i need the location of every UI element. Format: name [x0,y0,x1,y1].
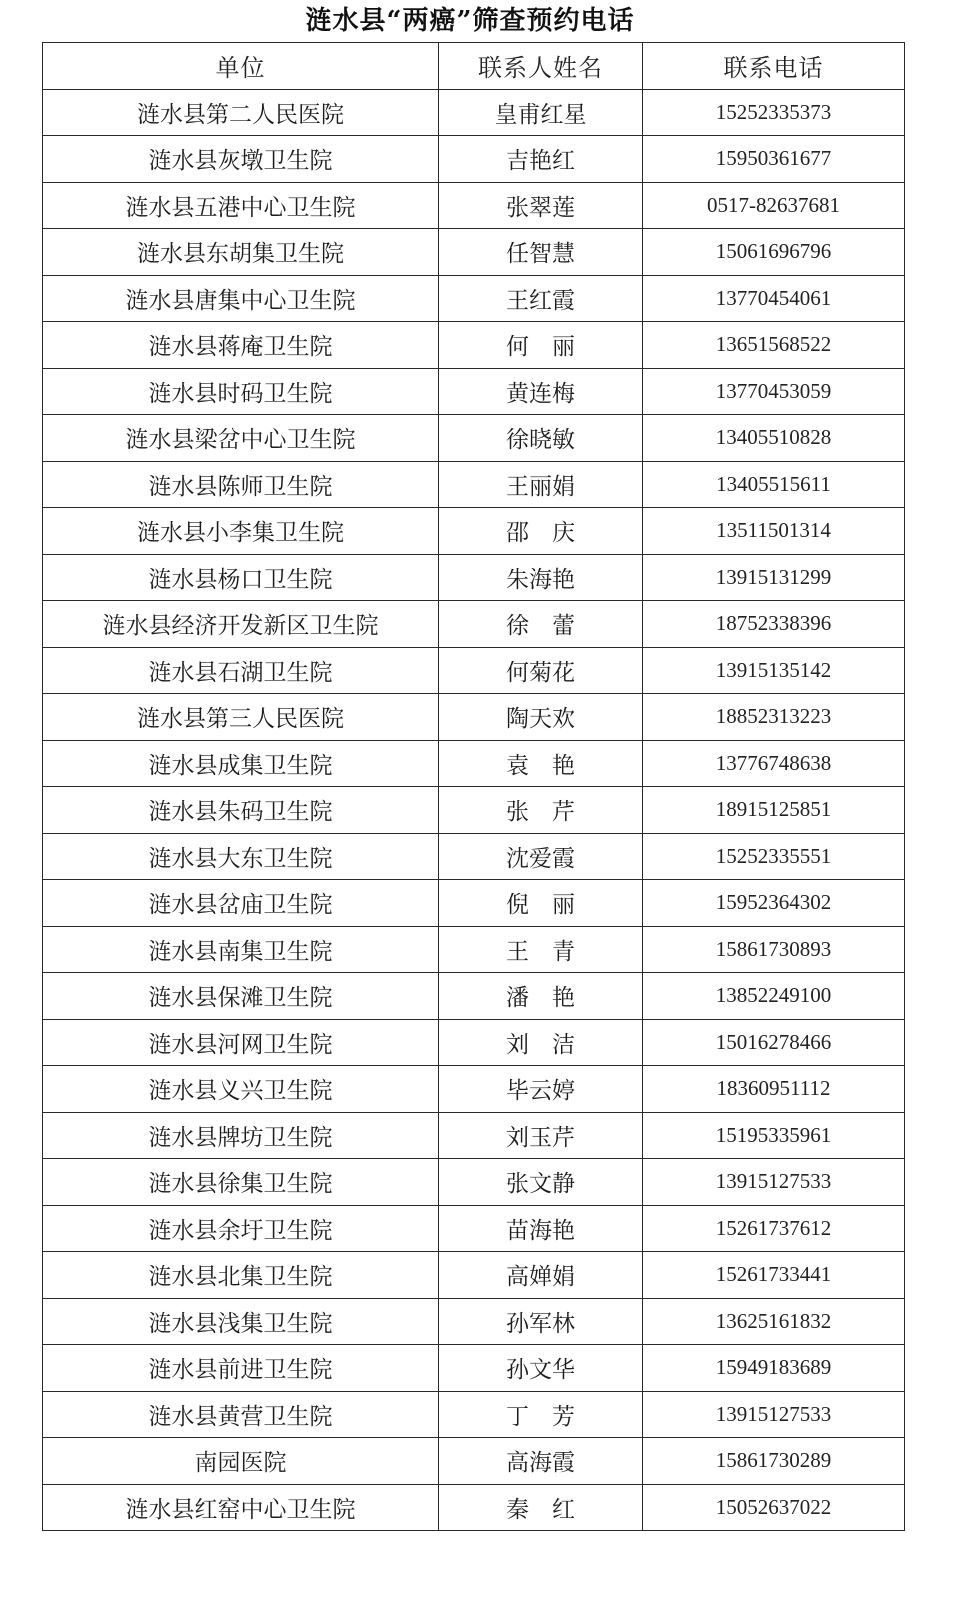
phone-cell: 13852249100 [643,973,905,1020]
contact-name-cell: 高婵娟 [439,1252,643,1299]
contact-name-cell: 沈爱霞 [439,833,643,880]
table-row [43,368,905,415]
phone-cell: 15195335961 [643,1112,905,1159]
phone-cell: 0517-82637681 [643,182,905,229]
table-row [43,1298,905,1345]
table-row [43,601,905,648]
phone-cell: 18915125851 [643,787,905,834]
unit-cell: 涟水县前进卫生院 [43,1345,439,1392]
table-row [43,89,905,136]
unit-cell: 涟水县红窑中心卫生院 [43,1484,439,1531]
table-row [43,694,905,741]
contact-name-cell: 孙文华 [439,1345,643,1392]
contact-name-cell: 张翠莲 [439,182,643,229]
table-row [43,926,905,973]
table-row [43,229,905,276]
table-row [43,1112,905,1159]
unit-cell: 涟水县第二人民医院 [43,89,439,136]
table-row [43,1205,905,1252]
unit-cell: 涟水县经济开发新区卫生院 [43,601,439,648]
contact-name-cell: 徐晓敏 [439,415,643,462]
phone-cell: 13405510828 [643,415,905,462]
phone-cell: 13915135142 [643,647,905,694]
phone-cell: 13651568522 [643,322,905,369]
contact-name-cell: 何菊花 [439,647,643,694]
contact-name-cell: 毕云婷 [439,1066,643,1113]
phone-cell: 15252335373 [643,89,905,136]
table-row [43,787,905,834]
unit-cell: 涟水县义兴卫生院 [43,1066,439,1113]
contact-name-cell: 张文静 [439,1159,643,1206]
contact-name-cell: 邵 庆 [439,508,643,555]
unit-cell: 涟水县成集卫生院 [43,740,439,787]
unit-cell: 涟水县蒋庵卫生院 [43,322,439,369]
unit-cell: 涟水县时码卫生院 [43,368,439,415]
contact-name-cell: 王红霞 [439,275,643,322]
phone-cell: 15261737612 [643,1205,905,1252]
unit-cell: 涟水县河网卫生院 [43,1019,439,1066]
table-row [43,740,905,787]
contact-name-cell: 孙军林 [439,1298,643,1345]
unit-cell: 涟水县大东卫生院 [43,833,439,880]
header-unit: 单位 [43,43,439,90]
phone-cell: 15261733441 [643,1252,905,1299]
contact-name-cell: 任智慧 [439,229,643,276]
contact-name-cell: 高海霞 [439,1438,643,1485]
phone-cell: 13405515611 [643,461,905,508]
phone-cell: 15016278466 [643,1019,905,1066]
phone-cell: 13770453059 [643,368,905,415]
contact-name-cell: 何 丽 [439,322,643,369]
phone-cell: 13511501314 [643,508,905,555]
phone-cell: 13915127533 [643,1159,905,1206]
table-row [43,1484,905,1531]
contact-name-cell: 徐 蕾 [439,601,643,648]
unit-cell: 涟水县石湖卫生院 [43,647,439,694]
phone-cell: 13625161832 [643,1298,905,1345]
table-row [43,415,905,462]
table-row [43,322,905,369]
unit-cell: 涟水县五港中心卫生院 [43,182,439,229]
phone-cell: 13915131299 [643,554,905,601]
phone-cell: 15052637022 [643,1484,905,1531]
phone-cell: 18852313223 [643,694,905,741]
unit-cell: 涟水县浅集卫生院 [43,1298,439,1345]
table-row [43,275,905,322]
table-header-row [43,43,905,90]
unit-cell: 涟水县余圩卫生院 [43,1205,439,1252]
contact-name-cell: 刘 洁 [439,1019,643,1066]
table-row [43,136,905,183]
contact-name-cell: 陶天欢 [439,694,643,741]
unit-cell: 涟水县北集卫生院 [43,1252,439,1299]
contact-name-cell: 黄连梅 [439,368,643,415]
unit-cell: 南园医院 [43,1438,439,1485]
unit-cell: 涟水县东胡集卫生院 [43,229,439,276]
phone-cell: 15252335551 [643,833,905,880]
header-phone: 联系电话 [643,43,905,90]
table-row [43,1159,905,1206]
phone-cell: 13915127533 [643,1391,905,1438]
contact-name-cell: 袁 艳 [439,740,643,787]
table-row [43,1345,905,1392]
phone-cell: 15949183689 [643,1345,905,1392]
contact-name-cell: 皇甫红星 [439,89,643,136]
unit-cell: 涟水县梁岔中心卫生院 [43,415,439,462]
contact-name-cell: 朱海艳 [439,554,643,601]
contact-name-cell: 刘玉芹 [439,1112,643,1159]
table-row [43,880,905,927]
unit-cell: 涟水县牌坊卫生院 [43,1112,439,1159]
table-row [43,554,905,601]
table-row [43,182,905,229]
phone-cell: 15952364302 [643,880,905,927]
phone-cell: 13770454061 [643,275,905,322]
contact-name-cell: 丁 芳 [439,1391,643,1438]
unit-cell: 涟水县朱码卫生院 [43,787,439,834]
contact-name-cell: 吉艳红 [439,136,643,183]
phone-cell: 15861730289 [643,1438,905,1485]
contact-name-cell: 潘 艳 [439,973,643,1020]
phone-cell: 18752338396 [643,601,905,648]
unit-cell: 涟水县唐集中心卫生院 [43,275,439,322]
unit-cell: 涟水县黄营卫生院 [43,1391,439,1438]
phone-cell: 15061696796 [643,229,905,276]
table-row [43,1438,905,1485]
phone-cell: 13776748638 [643,740,905,787]
table-row [43,508,905,555]
screening-contact-table [42,42,905,1531]
table-row [43,647,905,694]
unit-cell: 涟水县第三人民医院 [43,694,439,741]
table-row [43,1066,905,1113]
page-title: 涟水县“两癌”筛查预约电话 [305,6,635,36]
table-row [43,1391,905,1438]
contact-name-cell: 王 青 [439,926,643,973]
table-row [43,833,905,880]
unit-cell: 涟水县岔庙卫生院 [43,880,439,927]
unit-cell: 涟水县南集卫生院 [43,926,439,973]
phone-cell: 18360951112 [643,1066,905,1113]
table-row [43,973,905,1020]
phone-cell: 15861730893 [643,926,905,973]
contact-name-cell: 张 芹 [439,787,643,834]
phone-cell: 15950361677 [643,136,905,183]
unit-cell: 涟水县灰墩卫生院 [43,136,439,183]
table-row [43,1019,905,1066]
unit-cell: 涟水县小李集卫生院 [43,508,439,555]
unit-cell: 涟水县杨口卫生院 [43,554,439,601]
unit-cell: 涟水县徐集卫生院 [43,1159,439,1206]
table-row [43,461,905,508]
contact-name-cell: 倪 丽 [439,880,643,927]
header-contact-name: 联系人姓名 [439,43,643,90]
unit-cell: 涟水县保滩卫生院 [43,973,439,1020]
table-row [43,1252,905,1299]
unit-cell: 涟水县陈师卫生院 [43,461,439,508]
contact-name-cell: 苗海艳 [439,1205,643,1252]
contact-name-cell: 秦 红 [439,1484,643,1531]
contact-name-cell: 王丽娟 [439,461,643,508]
